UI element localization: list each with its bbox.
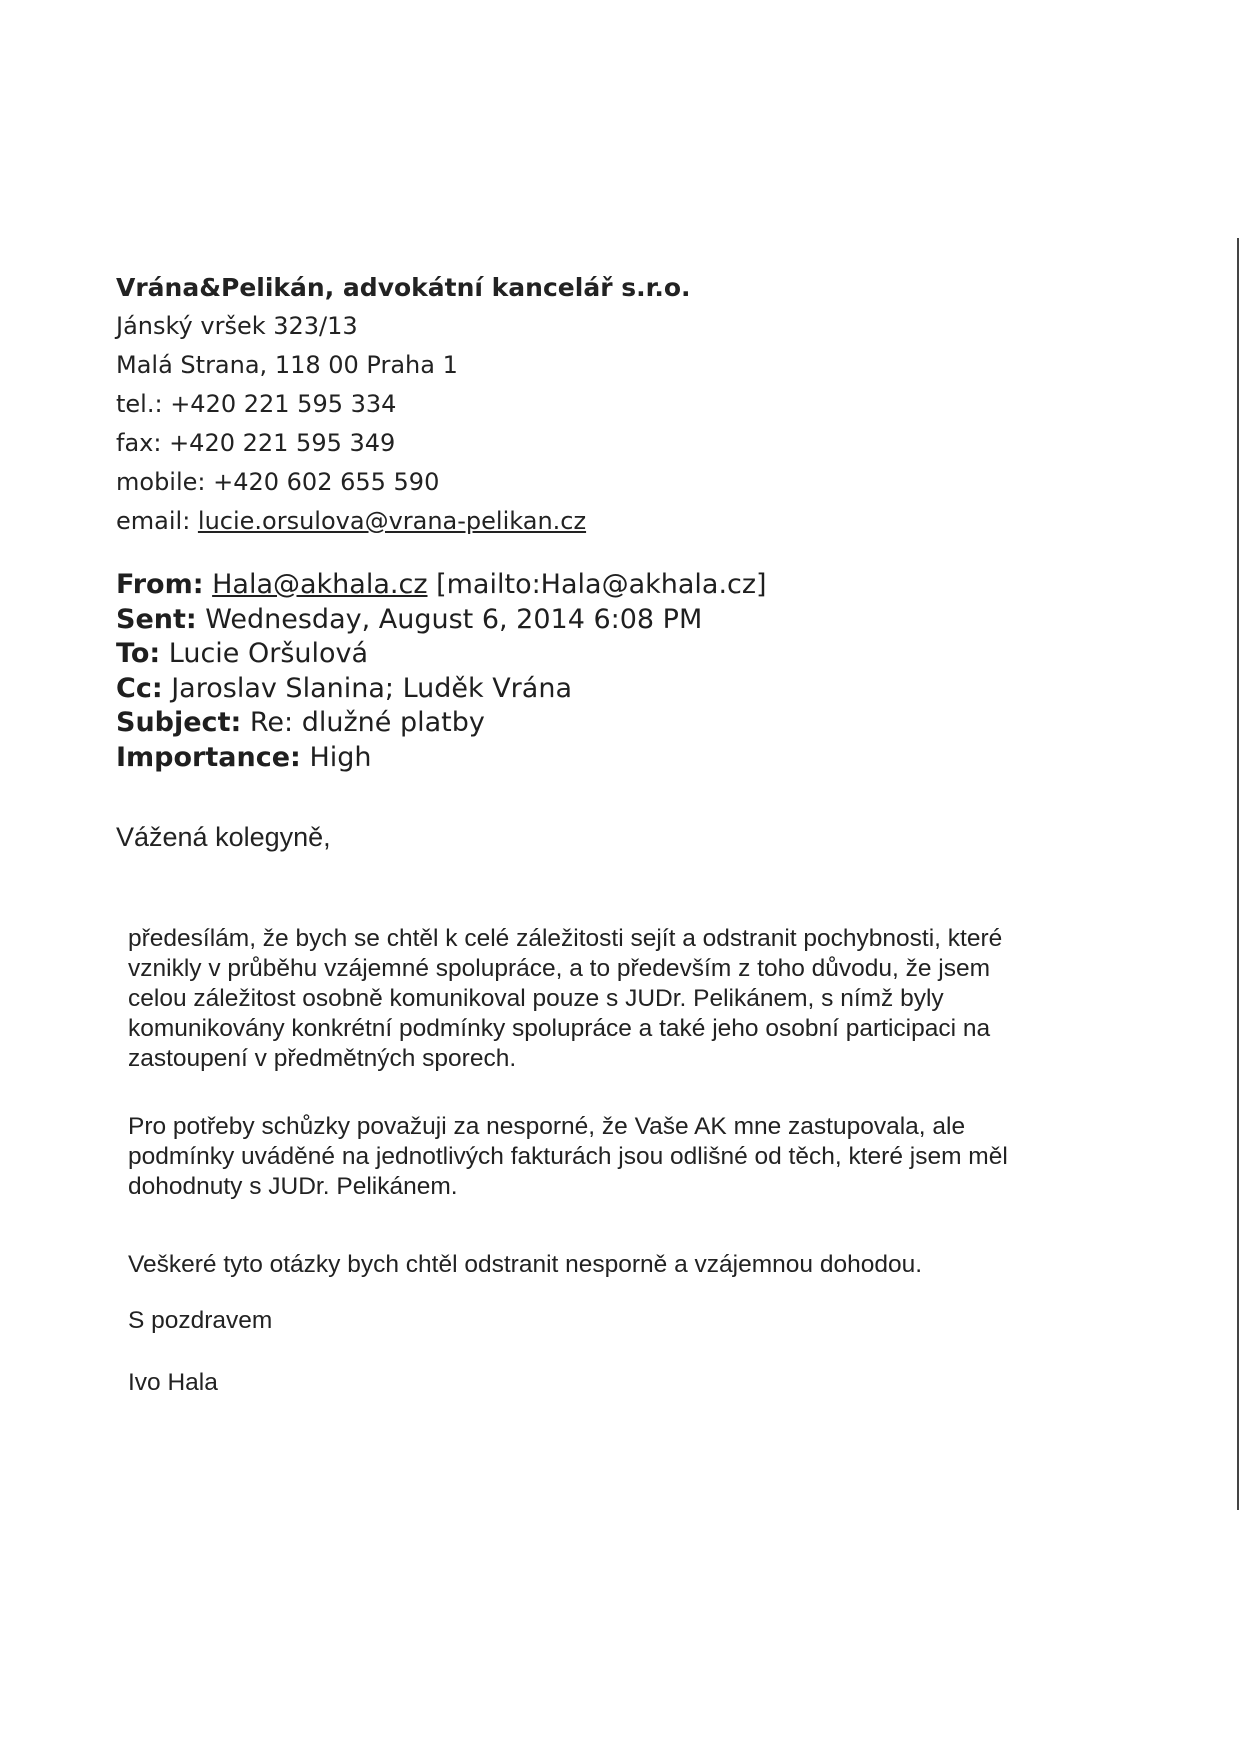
subject-row xyxy=(116,706,1016,741)
cc-label: Cc: xyxy=(116,672,163,704)
sent-value: Wednesday, August 6, 2014 6:08 PM xyxy=(205,603,703,635)
paragraph-line: komunikovány konkrétní podmínky spolupráce a také jeho osobní participaci na xyxy=(128,1015,991,1042)
subject-label: Subject: xyxy=(116,707,242,738)
to-row xyxy=(116,637,1016,672)
sent-label: Sent: xyxy=(116,603,197,635)
email-header-block xyxy=(116,568,1016,775)
closing-phrase: S pozdravem xyxy=(128,1307,273,1334)
paragraph-line: předesílám, že bych se chtěl k celé záležitosti sejít a odstranit pochybnosti, které xyxy=(128,925,1003,952)
cc-value: Jaroslav Slanina; Luděk Vrána xyxy=(171,672,572,704)
firm-name: Vrána&Pelikán, advokátní kancelář s.r.o. xyxy=(116,273,691,302)
from-mailto: [mailto:Hala@akhala.cz] xyxy=(436,569,767,600)
message-paragraph-2 xyxy=(128,1112,1158,1202)
from-label: From: xyxy=(116,569,204,600)
to-label: To: xyxy=(116,638,161,669)
sender-signature-block xyxy=(116,268,816,541)
fax-number: fax: +420 221 595 349 xyxy=(116,429,396,457)
importance-value: High xyxy=(309,741,372,773)
sender-name: Ivo Hala xyxy=(128,1369,218,1396)
paragraph-line: celou záležitost osobně komunikoval pouze s JUDr. Pelikánem, s nímž byly xyxy=(128,985,944,1012)
cc-row xyxy=(116,672,1016,707)
to-value: Lucie Oršulová xyxy=(168,638,369,669)
paragraph-line: vznikly v průběhu vzájemné spolupráce, a to především z toho důvodu, že jsem xyxy=(128,955,991,982)
address-street: Jánský vršek 323/13 xyxy=(116,312,358,340)
paragraph-line: Pro potřeby schůzky považuji za nesporné, že Vaše AK mne zastupovala, ale xyxy=(128,1113,966,1140)
message-paragraph-1 xyxy=(128,924,1158,1074)
email-row xyxy=(116,502,816,541)
importance-label: Importance: xyxy=(116,741,301,773)
address-city: Malá Strana, 118 00 Praha 1 xyxy=(116,351,458,379)
importance-row xyxy=(116,741,1016,776)
paragraph-line: dohodnuty s JUDr. Pelikánem. xyxy=(128,1173,458,1200)
subject-value: Re: dlužné platby xyxy=(249,707,485,738)
paragraph-line: podmínky uváděné na jednotlivých fakturách jsou odlišné od těch, které jsem měl xyxy=(128,1143,1008,1170)
mobile-number: mobile: +420 602 655 590 xyxy=(116,468,440,496)
email-label: email: xyxy=(116,507,198,535)
email-link[interactable]: lucie.orsulova@vrana-pelikan.cz xyxy=(197,507,587,535)
phone-number: tel.: +420 221 595 334 xyxy=(116,390,397,418)
from-row xyxy=(116,568,1016,603)
message-paragraph-3: Veškeré tyto otázky bych chtěl odstranit nesporně a vzájemnou dohodou. xyxy=(128,1251,923,1278)
paragraph-line: zastoupení v předmětných sporech. xyxy=(128,1045,517,1072)
sent-row xyxy=(116,603,1016,638)
scan-edge-line xyxy=(1237,238,1239,1510)
from-address-link[interactable]: Hala@akhala.cz xyxy=(212,569,428,600)
greeting: Vážená kolegyně, xyxy=(116,822,331,852)
